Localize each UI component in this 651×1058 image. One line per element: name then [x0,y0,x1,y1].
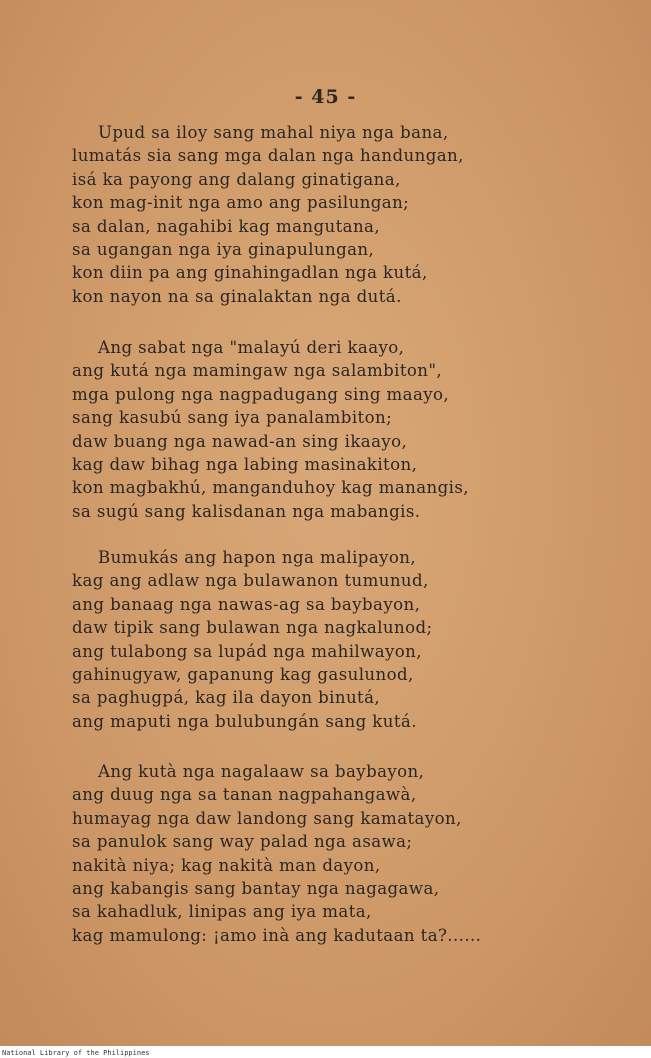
poem-line: lumatás sia sang mga dalan nga handungan, [72,146,464,166]
poem-line: gahinugyaw, gapanung kag gasulunod, [72,664,414,684]
stanza-2 [72,336,592,523]
page-number: - 45 - [294,86,357,108]
poem-line: sang kasubú sang iya panalambiton; [72,408,393,428]
poem-line: sa sugú sang kalisdanan nga mabangis. [72,501,421,521]
stanza-3 [72,546,592,733]
poem-line: nakità niya; kag nakità man dayon, [72,855,381,875]
poem-line: ang maputi nga bulubungán sang kutá. [72,711,417,731]
poem-line: sa panulok sang way palad nga asawa; [72,832,413,852]
poem-line: kon nayon na sa ginalaktan nga dutá. [72,286,402,306]
poem-line: ang duug nga sa tanan nagpahangawà, [72,785,417,805]
poem-line: daw buang nga nawad-an sing ikaayo, [72,431,408,451]
poem-line: kag daw bihag nga labing masinakiton, [72,454,418,474]
poem-line: ang kutá nga maminga​w nga salambiton", [72,361,443,381]
poem-line: ang banaag nga nawas-ag sa baybayon, [72,594,421,614]
poem-line: Bumukás ang hapon nga malipayon, [98,548,417,567]
poem-line: daw tipik sang bulawan nga nagkalunod; [72,618,433,638]
footer-bar [0,1049,651,1058]
poem-line: kon diin pa ang ginahingadlan nga kutá, [72,263,428,283]
poem-line: mga pulong nga nagpadugang sing maayo, [72,384,450,404]
poem-line: ang tulabong sa lupád nga mahilwayon, [72,641,422,661]
poem-line: sa kahadluk, linipas ang iya mata, [72,902,372,922]
poem-line: isá ka payong ang dalang ginatigana, [72,169,401,189]
poem-line: sa paghugpá, kag ila dayon binutá, [72,688,381,708]
poem-line: kag ang adlaw nga bulawanon tumunud, [72,571,429,591]
poem-line: sa dalan, nagahibi kag mangutana, [72,216,381,236]
footer-attribution: National Library of the Philippines [2,1049,150,1057]
poem-line: Upud sa iloy sang mahal niya nga bana, [98,123,449,142]
poem-line: kag mamulong: ¡amo inà ang kadutaan ta?...... [72,925,482,945]
poem-line: kon mag-init nga amo ang pasilungan; [72,193,410,213]
poem-line: Ang kutà nga nagalaaw sa baybayon, [98,762,425,781]
stanza-1 [72,121,592,308]
poem-line: kon magbakhú, manganduhoy kag manangis, [72,478,469,498]
poem-line: Ang sabat nga "malayú deri kaayo, [98,338,405,357]
stanza-4 [72,760,592,947]
poem-line: sa ugangan nga iya ginapulungan, [72,239,375,259]
poem-line: humayag nga daw landong sang kamatayon, [72,808,462,828]
poem-line: ang kabangis sang bantay nga nagagawa, [72,878,440,898]
